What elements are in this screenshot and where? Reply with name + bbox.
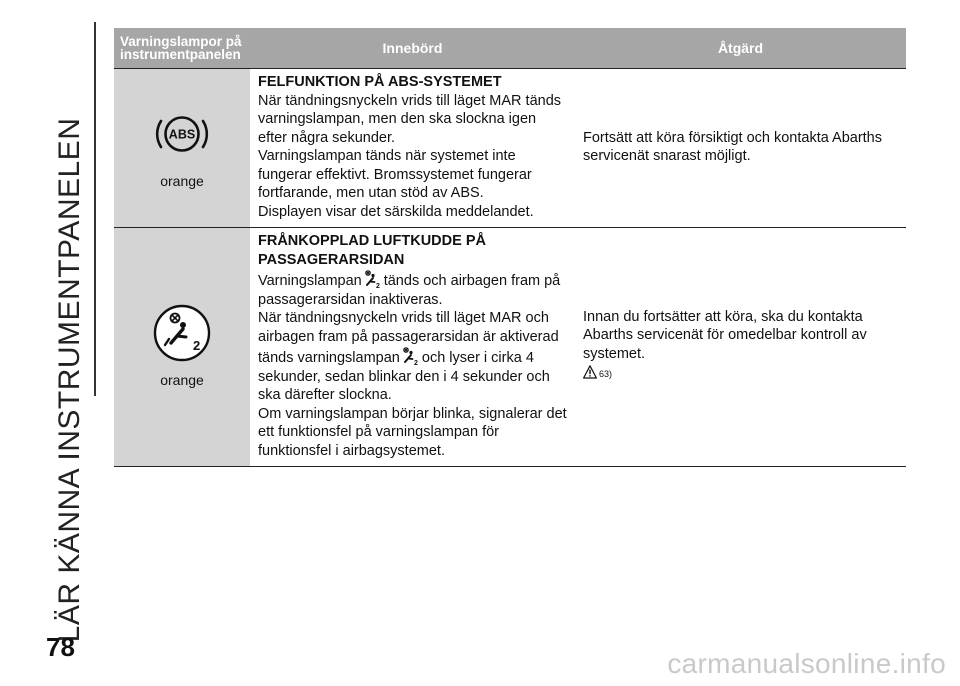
meaning-paragraph — [258, 309, 567, 405]
meaning-cell-abs — [250, 69, 575, 228]
meaning-paragraph: Varningslampan tänds när systemet inte fungerar effektivt. Bromssystemet fungerar fortfarande, men utan stöd av ABS. — [258, 148, 532, 201]
table-header-row — [114, 28, 906, 69]
header-lamps: Varningslampor på instrumentpanelen — [114, 28, 250, 69]
inline-airbag-off-icon — [362, 269, 382, 289]
section-title-vertical: LÄR KÄNNA INSTRUMENTPANELEN — [53, 117, 86, 643]
svg-text:2: 2 — [193, 338, 201, 353]
page-number: 78 — [46, 632, 75, 662]
warning-triangle-icon — [583, 365, 597, 379]
header-meaning: Innebörd — [250, 28, 575, 69]
watermark: carmanualsonline.info — [667, 648, 946, 679]
meaning-title: FRÅNKOPPLAD LUFTKUDDE PÅ PASSAGERARSIDAN — [258, 233, 486, 268]
note-ref-number: 63) — [599, 369, 613, 379]
meaning-text: tänds och airbagen fram på passagerarsidan inaktiveras. — [258, 273, 561, 308]
meaning-title: FELFUNKTION PÅ ABS-SYSTEMET — [258, 74, 502, 90]
meaning-cell-airbag — [250, 228, 575, 467]
table-row-abs — [114, 69, 906, 228]
action-text: Innan du fortsätter att köra, ska du kontakta Abarths servicenät för omedelbar kontroll av systemet. — [583, 308, 867, 362]
action-text: Fortsätt att köra försiktigt och kontakta Abarths servicenät snarast möjligt. — [583, 129, 882, 164]
meaning-text: När tändningsnyckeln vrids till läget MAR och airbagen fram på passagerarsidan är aktiverad tänds varningslampan — [258, 310, 559, 366]
warning-lamps-table — [114, 28, 906, 467]
lamp-color-label: orange — [160, 172, 204, 189]
meaning-paragraph: När tändningsnyckeln vrids till läget MAR tänds varningslampan, men den ska slockna igen efter några sekunder. — [258, 92, 562, 146]
lamp-cell-airbag — [114, 228, 250, 467]
meaning-text: Varningslampan — [258, 273, 362, 289]
svg-text:2: 2 — [375, 283, 380, 289]
svg-text:2: 2 — [413, 360, 418, 366]
meaning-paragraph: Om varningslampan börjar blinka, signalerar det ett funktionsfel på varningslampan för funktionsfel i airbagsystemet. — [258, 405, 567, 459]
meaning-paragraph — [258, 269, 567, 309]
action-cell-abs — [575, 69, 906, 228]
passenger-airbag-off-icon — [152, 303, 212, 363]
svg-text:ABS: ABS — [168, 127, 196, 142]
inline-airbag-off-icon — [400, 346, 420, 366]
meaning-paragraph: Displayen visar det särskilda meddelandet. — [258, 203, 534, 220]
header-action: Åtgärd — [575, 28, 906, 69]
meaning-text: och lyser i cirka 4 sekunder, sedan blinkar den i 4 sekunder och ska därefter slockna. — [258, 350, 550, 403]
abs-warning-icon — [152, 104, 212, 164]
warning-note-reference — [583, 365, 612, 379]
action-cell-airbag — [575, 228, 906, 467]
table-row-airbag — [114, 228, 906, 467]
lamp-cell-abs — [114, 69, 250, 228]
lamp-color-label: orange — [160, 371, 204, 388]
section-divider — [94, 22, 96, 396]
